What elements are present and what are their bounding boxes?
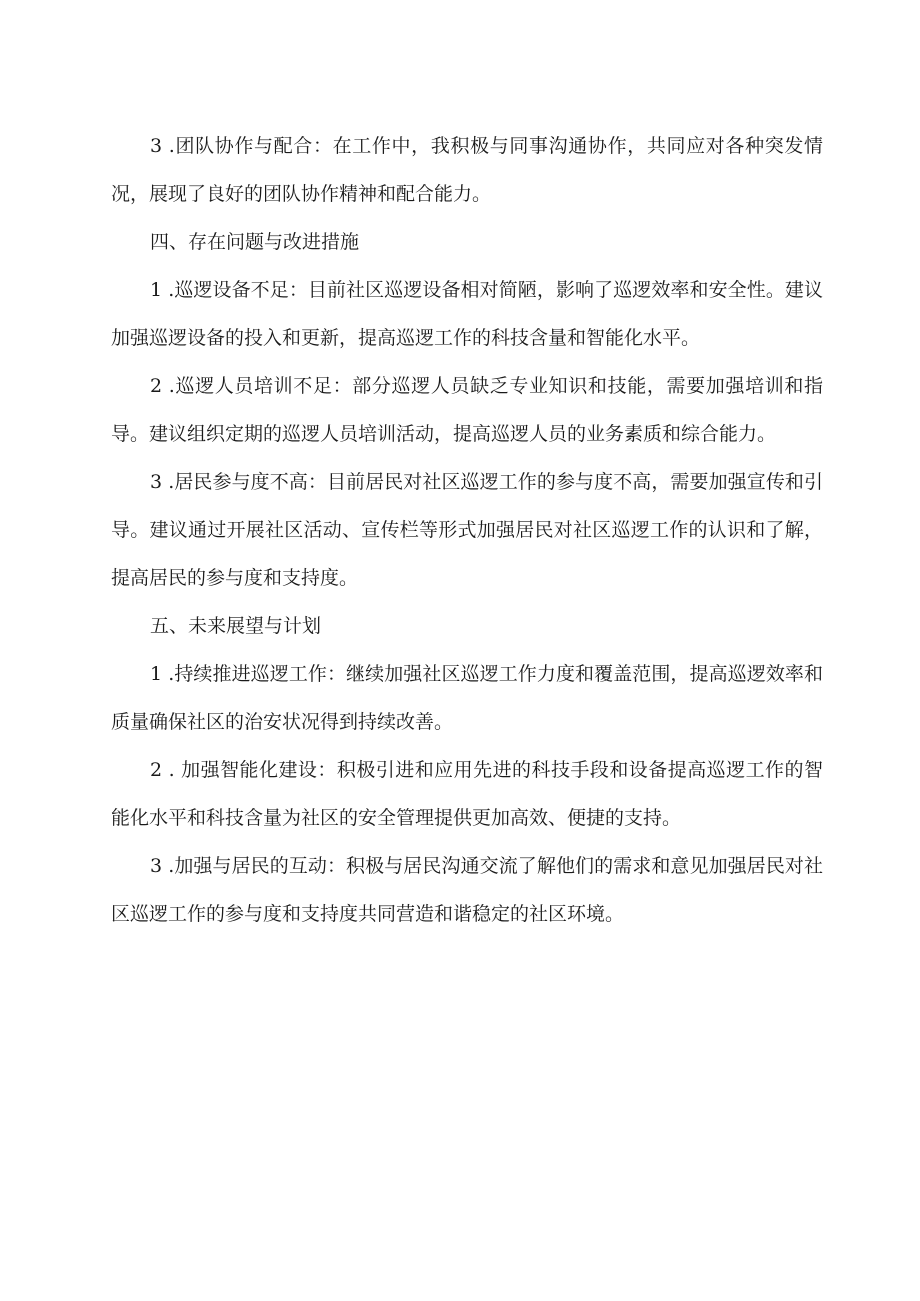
document-body <box>111 122 823 938</box>
paragraph-training: 2 .巡逻人员培训不足：部分巡逻人员缺乏专业知识和技能，需要加强培训和指导。建议组织定期的巡逻人员培训活动，提高巡逻人员的业务素质和综合能力。 <box>111 375 823 445</box>
paragraph-smart-construction: 2 . 加强智能化建设：积极引进和应用先进的科技手段和设备提高巡逻工作的智能化水平和科技含量为社区的安全管理提供更加高效、便捷的支持。 <box>111 759 823 829</box>
paragraph-patrol-work: 1 .持续推进巡逻工作：继续加强社区巡逻工作力度和覆盖范围，提高巡逻效率和质量确保社区的治安状况得到持续改善。 <box>111 663 823 733</box>
section-heading-outlook: 五、未来展望与计划 <box>150 615 322 637</box>
paragraph-teamwork: 3 .团队协作与配合：在工作中，我积极与同事沟通协作，共同应对各种突发情况，展现了良好的团队协作精神和配合能力。 <box>111 135 823 205</box>
paragraph-equipment: 1 .巡逻设备不足：目前社区巡逻设备相对简陋，影响了巡逻效率和安全性。建议加强巡逻设备的投入和更新，提高巡逻工作的科技含量和智能化水平。 <box>111 279 823 349</box>
section-heading-problems: 四、存在问题与改进措施 <box>150 231 360 253</box>
paragraph-resident-interaction: 3 .加强与居民的互动：积极与居民沟通交流了解他们的需求和意见加强居民对社区巡逻工作的参与度和支持度共同营造和谐稳定的社区环境。 <box>111 855 823 925</box>
paragraph-participation: 3 .居民参与度不高：目前居民对社区巡逻工作的参与度不高，需要加强宣传和引导。建议通过开展社区活动、宣传栏等形式加强居民对社区巡逻工作的认识和了解，提高居民的参与度和支持度。 <box>111 471 823 589</box>
